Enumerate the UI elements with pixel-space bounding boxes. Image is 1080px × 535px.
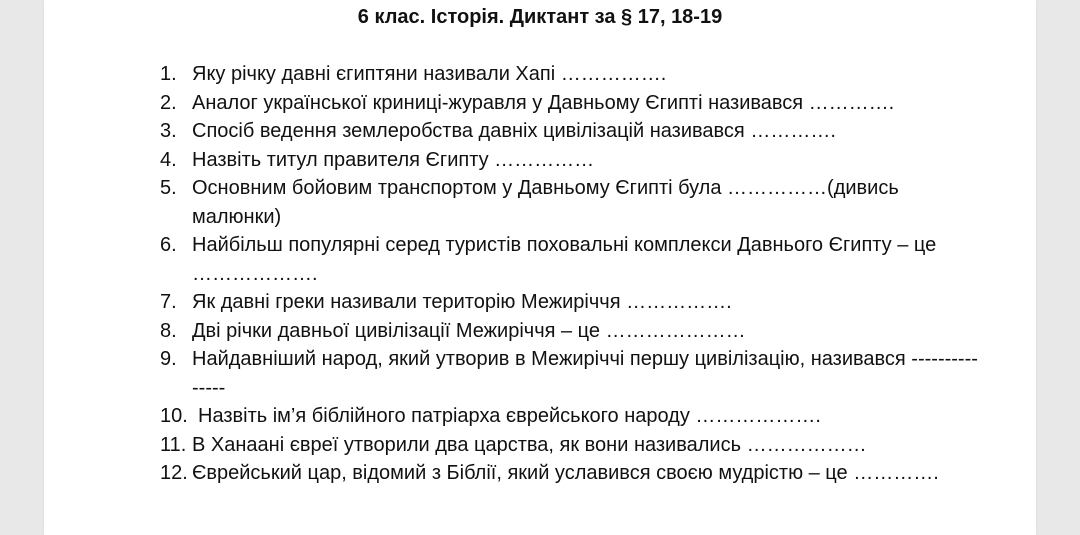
question-text: Найбільш популярні серед туристів поховальні комплекси Давнього Єгипту – це ………………. — [192, 234, 937, 285]
document-page — [44, 0, 1036, 535]
question-text: Дві річки давньої цивілізації Межиріччя – це ………………… — [192, 319, 746, 342]
question-item — [160, 89, 980, 118]
question-number: 10. — [160, 405, 188, 427]
question-item — [160, 174, 980, 231]
question-item — [160, 345, 980, 402]
question-number: 8. — [160, 319, 177, 342]
question-item — [160, 402, 980, 431]
question-text: Найдавніший народ, який утворив в Межиріччі першу цивілізацію, називався --------------- — [192, 348, 978, 399]
question-item — [160, 146, 980, 175]
question-item — [160, 431, 980, 460]
question-number: 6. — [160, 234, 177, 256]
question-item — [160, 231, 980, 288]
question-text: В Ханаані євреї утворили два царства, як вони називались ……………… — [192, 433, 867, 456]
question-text: Єврейський цар, відомий з Біблії, який уславився своєю мудрістю – це …………. — [192, 462, 939, 484]
question-text: Основним бойовим транспортом у Давньому Єгипті була ……………(дивись малюнки) — [192, 177, 899, 228]
question-item — [160, 60, 980, 89]
question-item — [160, 288, 980, 317]
question-number: 5. — [160, 177, 177, 199]
question-number: 12. — [160, 462, 188, 484]
question-text: Як давні греки називали територію Межиріччя ……………. — [192, 291, 732, 313]
question-text: Назвіть ім’я біблійного патріарха єврейського народу ………………. — [198, 405, 821, 427]
question-number: 4. — [160, 148, 177, 171]
question-number: 9. — [160, 348, 177, 370]
document-title: 6 клас. Історія. Диктант за § 17, 18-19 — [357, 6, 723, 28]
question-list — [160, 60, 980, 488]
question-number: 7. — [160, 291, 177, 313]
question-text: Назвіть титул правителя Єгипту …………… — [192, 148, 595, 171]
question-text: Яку річку давні єгиптяни називали Хапі ……………. — [192, 63, 667, 85]
question-number: 2. — [160, 91, 177, 114]
question-text: Спосіб ведення землеробства давніх цивілізацій називався …………. — [192, 120, 836, 142]
question-text: Аналог української криниці-журавля у Давньому Єгипті називався …………. — [192, 91, 895, 114]
question-number: 3. — [160, 120, 177, 142]
question-item — [160, 317, 980, 346]
question-number: 1. — [160, 63, 177, 85]
question-number: 11. — [160, 433, 187, 456]
question-item — [160, 117, 980, 146]
question-item — [160, 459, 980, 488]
